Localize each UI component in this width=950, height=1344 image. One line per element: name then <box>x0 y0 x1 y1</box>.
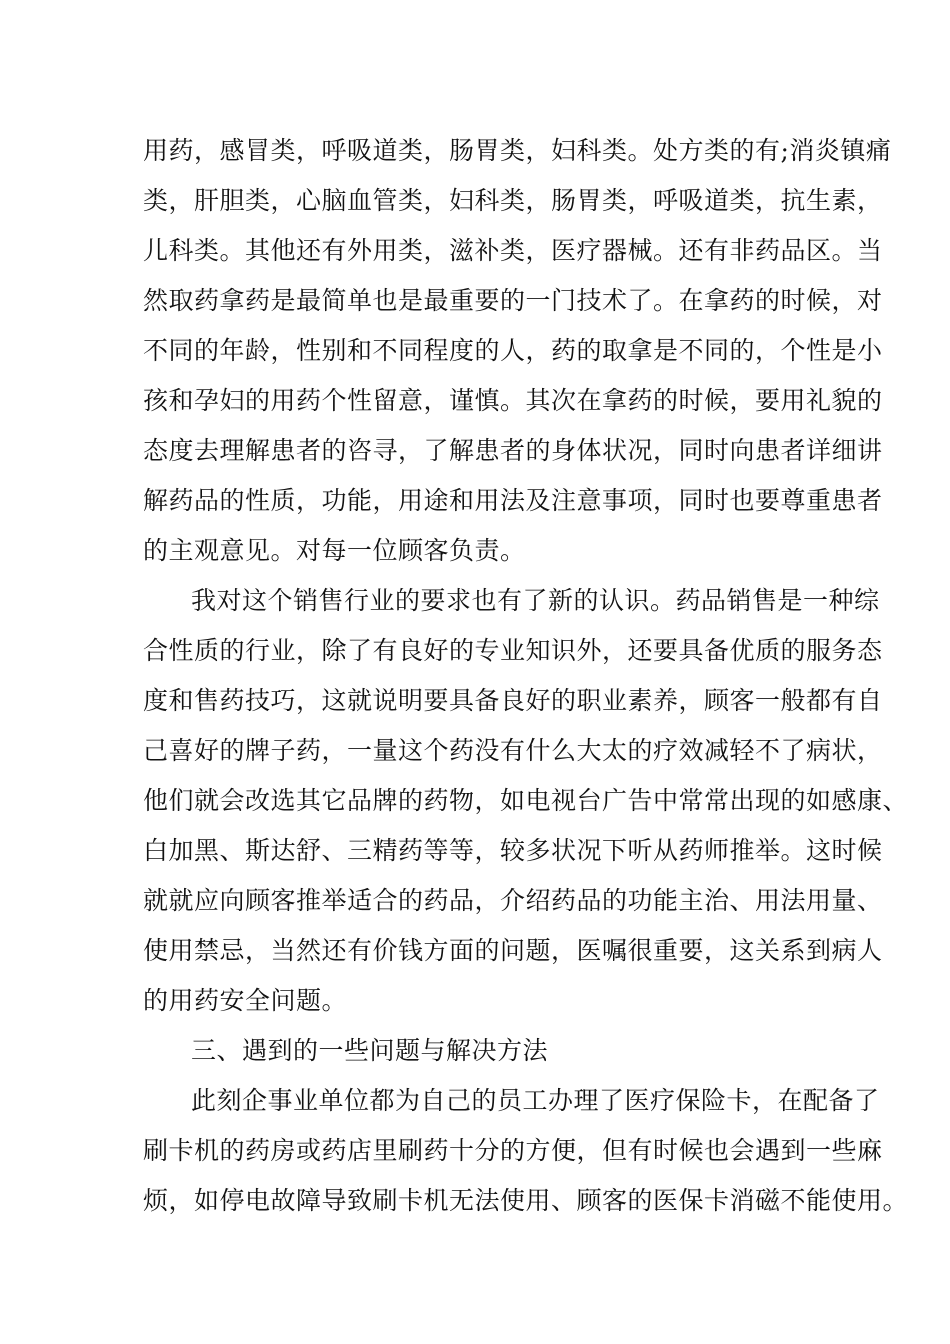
text-line: 类，肝胆类，心脑血管类，妇科类，肠胃类，呼吸道类，抗生素， <box>143 186 883 215</box>
text-line: 白加黑、斯达舒、三精药等等，较多状况下听从药师推举。这时候 <box>143 836 883 865</box>
text-line: 然取药拿药是最简单也是最重要的一门技术了。在拿药的时候，对 <box>143 286 883 315</box>
text-line: 合性质的行业，除了有良好的专业知识外，还要具备优质的服务态 <box>143 636 883 665</box>
text-line: 他们就会改选其它品牌的药物，如电视台广告中常常出现的如感康、 <box>143 786 909 815</box>
paragraph-start-line: 我对这个销售行业的要求也有了新的认识。药品销售是一种综 <box>191 586 880 615</box>
text-line: 使用禁忌，当然还有价钱方面的问题，医嘱很重要，这关系到病人 <box>143 936 883 965</box>
paragraph-start-line: 此刻企事业单位都为自己的员工办理了医疗保险卡，在配备了 <box>191 1086 880 1115</box>
text-line: 解药品的性质，功能，用途和用法及注意事项，同时也要尊重患者 <box>143 486 883 515</box>
text-line: 烦，如停电故障导致刷卡机无法使用、顾客的医保卡消磁不能使用。 <box>143 1186 909 1215</box>
text-line: 孩和孕妇的用药个性留意，谨慎。其次在拿药的时候，要用礼貌的 <box>143 386 883 415</box>
text-line: 刷卡机的药房或药店里刷药十分的方便，但有时候也会遇到一些麻 <box>143 1136 883 1165</box>
text-line: 就就应向顾客推举适合的药品，介绍药品的功能主治、用法用量、 <box>143 886 883 915</box>
text-line: 己喜好的牌子药，一量这个药没有什么大太的疗效减轻不了病状， <box>143 736 883 765</box>
text-line: 不同的年龄，性别和不同程度的人，药的取拿是不同的，个性是小 <box>143 336 883 365</box>
text-line: 态度去理解患者的咨寻，了解患者的身体状况，同时向患者详细讲 <box>143 436 883 465</box>
text-line: 儿科类。其他还有外用类，滋补类，医疗器械。还有非药品区。当 <box>143 236 883 265</box>
text-line: 的用药安全问题。 <box>143 986 348 1015</box>
section-heading: 三、遇到的一些问题与解决方法 <box>191 1036 549 1065</box>
text-line: 用药，感冒类，呼吸道类，肠胃类，妇科类。处方类的有;消炎镇痛 <box>143 136 892 165</box>
text-line: 的主观意见。对每一位顾客负责。 <box>143 536 526 565</box>
text-line: 度和售药技巧，这就说明要具备良好的职业素养，顾客一般都有自 <box>143 686 883 715</box>
